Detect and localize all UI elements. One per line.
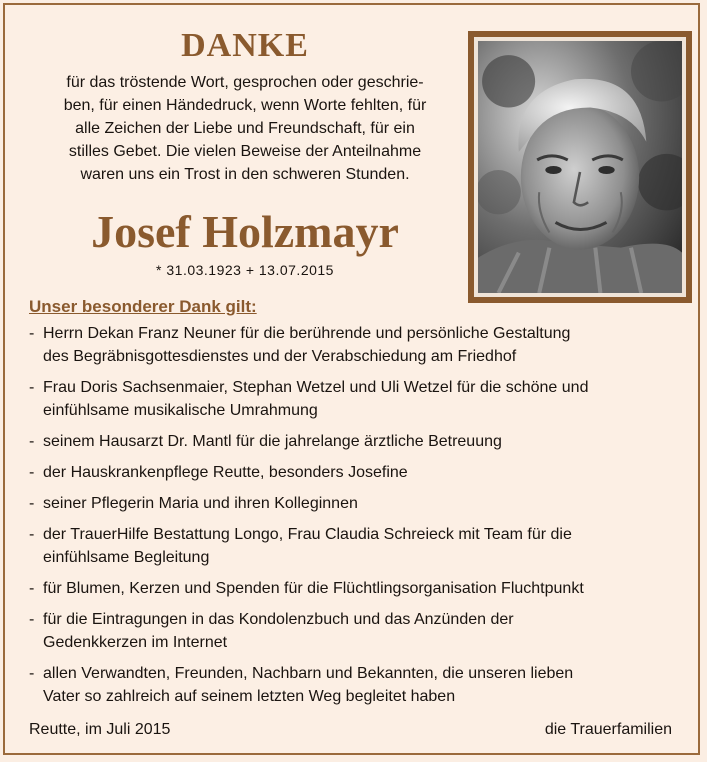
list-item-line: - Herrn Dekan Franz Neuner für die berührende und persönliche Gestaltung bbox=[43, 325, 571, 342]
page-title: DANKE bbox=[181, 27, 309, 64]
intro-line: für das tröstende Wort, gesprochen oder geschrie- bbox=[66, 74, 424, 91]
list-item-line: - der TrauerHilfe Bestattung Longo, Frau Claudia Schreieck mit Team für die bbox=[43, 526, 572, 543]
signature: die Trauerfamilien bbox=[544, 721, 672, 738]
list-item-line: - für Blumen, Kerzen und Spenden für die Flüchtlingsorganisation Fluchtpunkt bbox=[43, 580, 584, 597]
portrait-photo bbox=[474, 37, 686, 297]
list-item bbox=[29, 577, 689, 600]
thanks-heading: Unser besonderer Dank gilt: bbox=[29, 297, 257, 316]
intro-line: stilles Gebet. Die vielen Beweise der Anteilnahme bbox=[68, 143, 422, 160]
obituary-card bbox=[3, 3, 700, 755]
list-item-line: des Begräbnisgottesdienstes und der Verabschiedung am Friedhof bbox=[43, 348, 517, 365]
list-item-line: einfühlsame musikalische Umrahmung bbox=[43, 402, 318, 419]
list-item bbox=[29, 376, 689, 422]
list-item-line: einfühlsame Begleitung bbox=[43, 549, 210, 566]
place-date: Reutte, im Juli 2015 bbox=[29, 721, 171, 738]
life-dates: * 31.03.1923 + 13.07.2015 bbox=[156, 262, 334, 278]
list-item-line: - der Hauskrankenpflege Reutte, besonders Josefine bbox=[43, 464, 408, 481]
list-item-line: - für die Eintragungen in das Kondolenzbuch und das Anzünden der bbox=[43, 611, 514, 628]
portrait-frame bbox=[468, 31, 692, 303]
thanks-list bbox=[29, 322, 689, 716]
list-item bbox=[29, 492, 689, 515]
list-item bbox=[29, 608, 689, 654]
list-item-line: Gedenkkerzen im Internet bbox=[43, 634, 228, 651]
list-item-line: - allen Verwandten, Freunden, Nachbarn und Bekannten, die unseren lieben bbox=[43, 665, 574, 682]
list-item bbox=[29, 461, 689, 484]
list-item-line: - seinem Hausarzt Dr. Mantl für die jahrelange ärztliche Betreuung bbox=[43, 433, 502, 450]
intro-line: ben, für einen Händedruck, wenn Worte fehlten, für bbox=[63, 97, 427, 114]
list-item bbox=[29, 430, 689, 453]
intro-line: waren uns ein Trost in den schweren Stunden. bbox=[80, 166, 410, 183]
list-item-line: Vater so zahlreich auf seinem letzten Weg begleitet haben bbox=[43, 688, 456, 705]
deceased-name: Josef Holzmayr bbox=[91, 206, 399, 257]
list-item-line: - seiner Pflegerin Maria und ihren Kolleginnen bbox=[43, 495, 358, 512]
list-item bbox=[29, 523, 689, 569]
intro-line: alle Zeichen der Liebe und Freundschaft, für ein bbox=[75, 120, 415, 137]
list-item bbox=[29, 662, 689, 708]
list-item bbox=[29, 322, 689, 368]
intro-text bbox=[25, 71, 465, 186]
list-item-line: - Frau Doris Sachsenmaier, Stephan Wetzel und Uli Wetzel für die schöne und bbox=[43, 379, 589, 396]
portrait-photo-icon bbox=[478, 41, 682, 293]
